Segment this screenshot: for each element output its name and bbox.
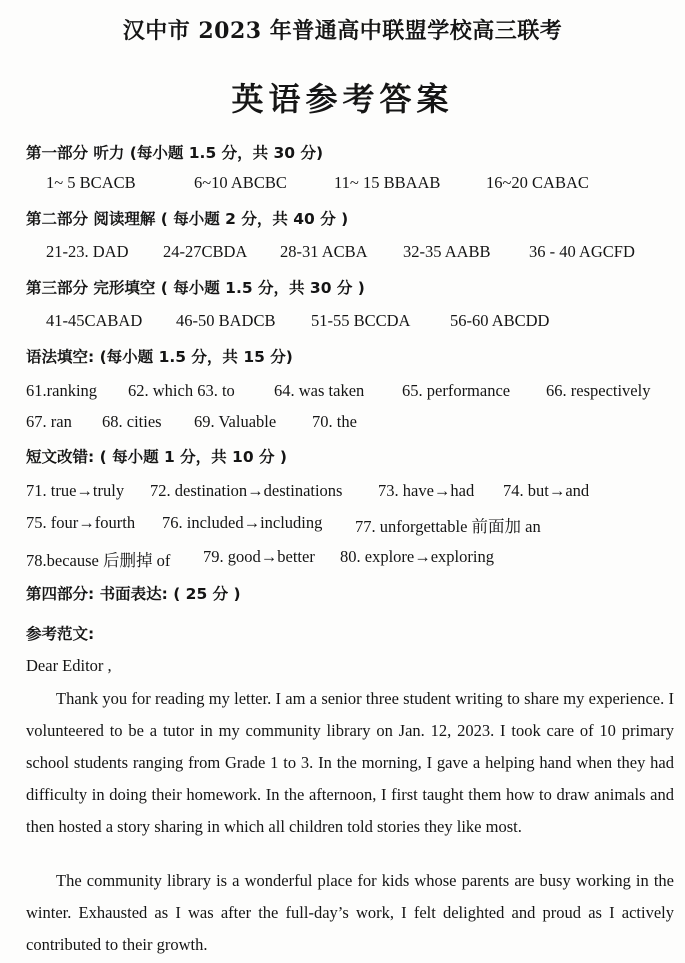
part1-heading: 第一部分 听力 (每小题 1.5 分，共 30 分)	[26, 144, 324, 162]
essay-paragraph-1	[26, 683, 674, 843]
grammar-answers-row1	[0, 381, 685, 403]
answer-group: 46-50 BADCB	[176, 311, 276, 330]
answer-item: 79. good→better	[203, 547, 315, 566]
answer-group: 36 - 40 AGCFD	[529, 242, 635, 261]
part1-answers	[0, 173, 685, 195]
part3-answers	[0, 311, 685, 333]
exam-title: 汉中市 2023 年普通高中联盟学校高三联考	[122, 18, 563, 44]
answer-item: 72. destination→destinations	[150, 481, 343, 500]
answer-item: 67. ran	[26, 412, 72, 431]
answer-item: 75. four→fourth	[26, 513, 136, 532]
answer-group: 21-23. DAD	[46, 242, 129, 261]
answer-group: 24-27CBDA	[163, 242, 248, 261]
answer-item: 68. cities	[102, 412, 162, 431]
part3-heading: 第三部分 完形填空 ( 每小题 1.5 分，共 30 分 )	[26, 279, 365, 297]
answer-group: 6~10 ABCBC	[194, 173, 287, 192]
correction-answers-row3	[0, 547, 685, 569]
answer-group: 32-35 AABB	[403, 242, 491, 261]
correction-answers-row1	[0, 481, 685, 503]
answer-group: 1~ 5 BCACB	[46, 173, 136, 192]
sample-heading: 参考范文:	[26, 625, 95, 643]
answer-item: 64. was taken	[274, 381, 365, 400]
correction-answers-row2	[0, 513, 685, 535]
answer-item: 71. true→truly	[26, 481, 125, 500]
grammar-answers-row2	[0, 412, 685, 434]
answer-item: 74. but→and	[503, 481, 590, 500]
answer-group: 28-31 ACBA	[280, 242, 368, 261]
answer-item: 78.because 后删掉 of	[26, 551, 171, 570]
essay-paragraph-2	[26, 865, 674, 961]
part2-heading: 第二部分 阅读理解 ( 每小题 2 分，共 40 分 )	[26, 210, 349, 228]
answer-group: 51-55 BCCDA	[311, 311, 411, 330]
answer-group: 41-45CABAD	[46, 311, 143, 330]
answer-group: 11~ 15 BBAAB	[334, 173, 441, 192]
answer-item: 65. performance	[402, 381, 511, 400]
answer-item: 76. included→including	[162, 513, 323, 532]
answer-item: 69. Valuable	[194, 412, 277, 431]
answer-group: 56-60 ABCDD	[450, 311, 550, 330]
grammar-heading: 语法填空: (每小题 1.5 分，共 15 分)	[26, 348, 293, 366]
answer-item: 80. explore→exploring	[340, 547, 494, 566]
answer-item: 73. have→had	[378, 481, 475, 500]
answer-item: 77. unforgettable 前面加 an	[355, 517, 541, 536]
answer-group: 16~20 CABAC	[486, 173, 589, 192]
paragraph-text: Thank you for reading my letter. I am a senior three student writing to share my experience. I volunteered to be a tutor in my community library on Jan. 12, 2023. I took care of 10 primary school students ranging from Grade 1 to 3. In the morning, I gave a helping hand when they had difficulty in doing their homework. In the afternoon, I first taught them how to draw animals and then hosted a story sharing in which all children told stories they like most.	[26, 689, 674, 836]
part2-answers	[0, 242, 685, 264]
answer-item: 62. which 63. to	[128, 381, 235, 400]
document-title: 英语参考答案	[231, 80, 454, 118]
correction-heading: 短文改错: ( 每小题 1 分，共 10 分 )	[26, 448, 287, 466]
answer-item: 66. respectively	[546, 381, 651, 400]
answer-item: 70. the	[312, 412, 357, 431]
answer-item: 61.ranking	[26, 381, 98, 400]
letter-greeting: Dear Editor ,	[26, 656, 112, 675]
part4-heading: 第四部分: 书面表达: ( 25 分 )	[26, 585, 241, 603]
paragraph-text: The community library is a wonderful place for kids whose parents are busy working in the winter. Exhausted as I was after the full-day’s work, I felt delighted and proud as I actively contributed to their growth.	[26, 871, 674, 954]
